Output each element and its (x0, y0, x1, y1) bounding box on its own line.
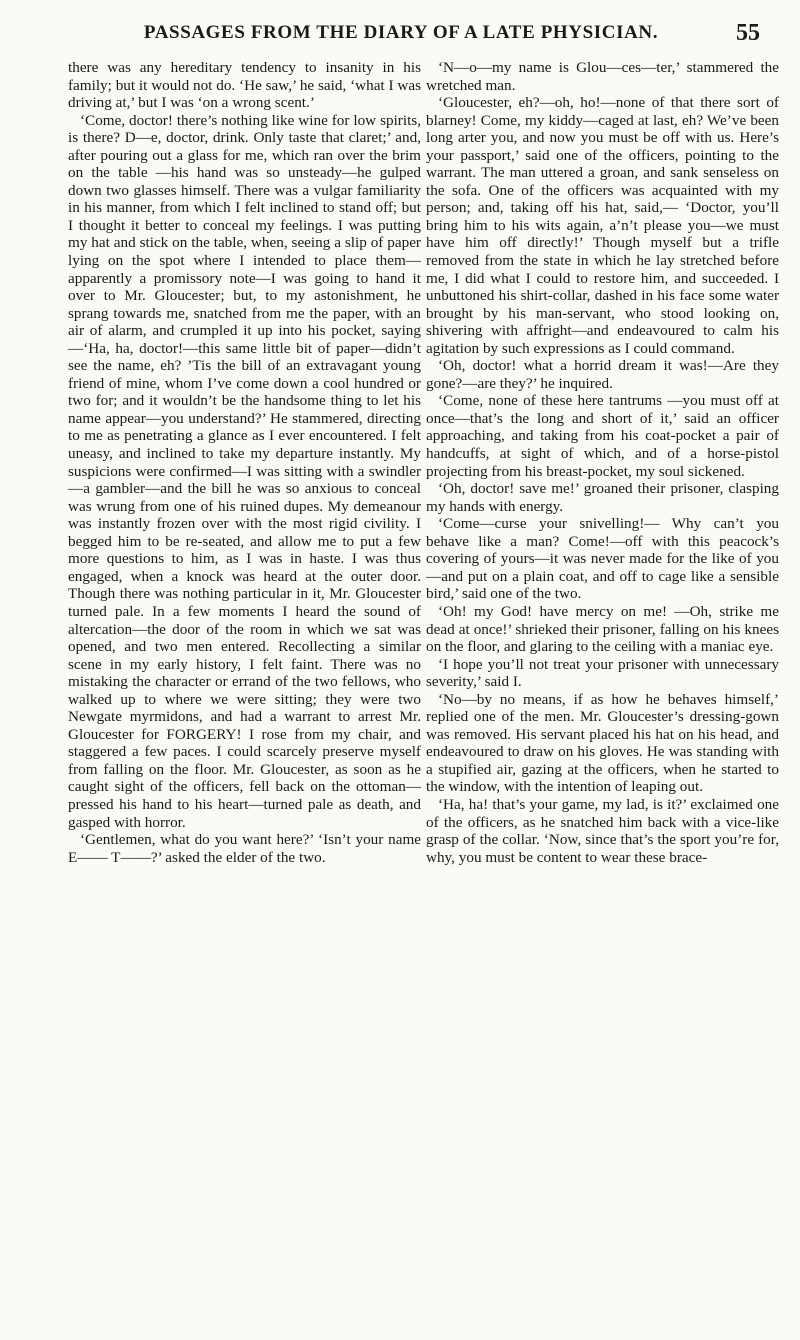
paragraph: ‘Come, none of these here tantrums —you must off at once—that’s the long and short of it,’ said an officer approaching, and taking from his coat-pocket a pair of handcuffs, at sight of which, and of a horse-pistol projecting from his breast-pocket, my soul sickened. (426, 392, 779, 480)
left-column (68, 59, 421, 866)
paragraph: ‘Gloucester, eh?—oh, ho!—none of that there sort of blarney! Come, my kiddy—caged at last, eh? We’ve been long arter you, and now you must be off with us. Here’s your passport,’ said one of the officers, pointing to the warrant. The man uttered a groan, and sank senseless on the sofa. One of the officers was acquainted with my person; and, taking off his hat, said,— ‘Doctor, you’ll bring him to his wits again, a’n’t please you—we must have him off directly!’ Though myself but a trifle removed from the state in which he lay stretched before me, I did what I could to restore him, and succeeded. I unbuttoned his shirt-collar, dashed in his face some water brought by his man-servant, who stood looking on, shivering with affright—and endeavoured to calm his agitation by such expressions as I could command. (426, 94, 779, 357)
paragraph: ‘Oh, doctor! what a horrid dream it was!—Are they gone?—are they?’ he inquired. (426, 357, 779, 392)
right-column (426, 59, 779, 866)
paragraph: ‘Oh! my God! have mercy on me! —Oh, strike me dead at once!’ shrieked their prisoner, falling on his knees on the floor, and glaring to the ceiling with a maniac eye. (426, 602, 779, 656)
paragraph: ‘Come—curse your snivelling!— Why can’t you behave like a man? Come!—off with this peacock’s covering of yours—it was never made for the like of you—and put on a plain coat, and off to cage like a sensible bird,’ said one of the two. (426, 515, 779, 603)
paragraph: ‘N—o—my name is Glou—ces—ter,’ stammered the wretched man. (426, 59, 779, 94)
paragraph: ‘Ha, ha! that’s your game, my lad, is it?’ exclaimed one of the officers, as he snatched him back with a vice-like grasp of the collar. ‘Now, since that’s the sport you’re for, why, you must be content to wear these brace- (426, 795, 779, 866)
paragraph: ‘Gentlemen, what do you want here?’ ‘Isn’t your name E—— T——?’ asked the elder of the two. (68, 831, 421, 866)
paragraph: ‘Come, doctor! there’s nothing like wine for low spirits, is there? D—e, doctor, drink. Only taste that claret;’ and, after pouring out a glass for me, which ran over the brim on the table —his hand was so unsteady—he gulped down two glasses himself. There was a vulgar familiarity in his manner, from which I felt inclined to stand off; but I thought it better to conceal my feelings. I was putting my hat and stick on the table, when, seeing a slip of paper lying on the spot where I intended to place them—apparently a promissory note—I was going to hand it over to Mr. Gloucester; but, to my astonishment, he sprang towards me, snatched from me the paper, with an air of alarm, and crumpled it up into his pocket, saying—‘Ha, ha, doctor!—this same little bit of paper—didn’t see the name, eh? ’Tis the bill of an extravagant young friend of mine, whom I’ve come down a cool hundred or two for; and it wouldn’t be the handsome thing to let his name appear—you understand?’ He stammered, directing to me as penetrating a glance as I ever encountered. I felt uneasy, and inclined to take my departure instantly. My suspicions were confirmed—I was sitting with a swindler—a gambler—and the bill he was so anxious to conceal was wrung from one of his ruined dupes. My demeanour was instantly frozen over with the most rigid civility. I begged him to be re-seated, and allow me to put a few more questions to him, as I was in haste. I was thus engaged, when a knock was heard at the outer door. Though there was nothing particular in it, Mr. Gloucester turned pale. In a few moments I heard the sound of altercation—the door of the room in which we sat was opened, and two men entered. Recollecting a similar scene in my early history, I felt faint. There was no mistaking the character or errand of the two fellows, who walked up to where we were sitting; they were two Newgate myrmidons, and had a warrant to arrest Mr. Gloucester for FORGERY! I rose from my chair, and staggered a few paces. I could scarcely preserve myself from falling on the floor. Mr. Gloucester, as soon as he caught sight of the officers, fell back on the ottoman—pressed his hand to his heart—turned pale as death, and gasped with horror. (68, 111, 421, 831)
paragraph: ‘I hope you’ll not treat your prisoner with unnecessary severity,’ said I. (426, 655, 779, 691)
paragraph: ‘No—by no means, if as how he behaves himself,’ replied one of the men. Mr. Gloucester’s dressing-gown was removed. His servant placed his hat on his head, and endeavoured to draw on his gloves. He was standing with a stupified air, gazing at the officers, when he started to the window, with the intention of leaping out. (426, 690, 779, 796)
running-title: PASSAGES FROM THE DIARY OF A LATE PHYSICIAN. (143, 22, 659, 43)
page-number: 55 (736, 20, 760, 46)
paragraph: there was any hereditary tendency to insanity in his family; but it would not do. ‘He saw,’ he said, ‘what I was driving at,’ but I was ‘on a wrong scent.’ (68, 59, 421, 112)
paragraph: ‘Oh, doctor! save me!’ groaned their prisoner, clasping my hands with energy. (426, 480, 779, 515)
page-header (0, 22, 800, 52)
